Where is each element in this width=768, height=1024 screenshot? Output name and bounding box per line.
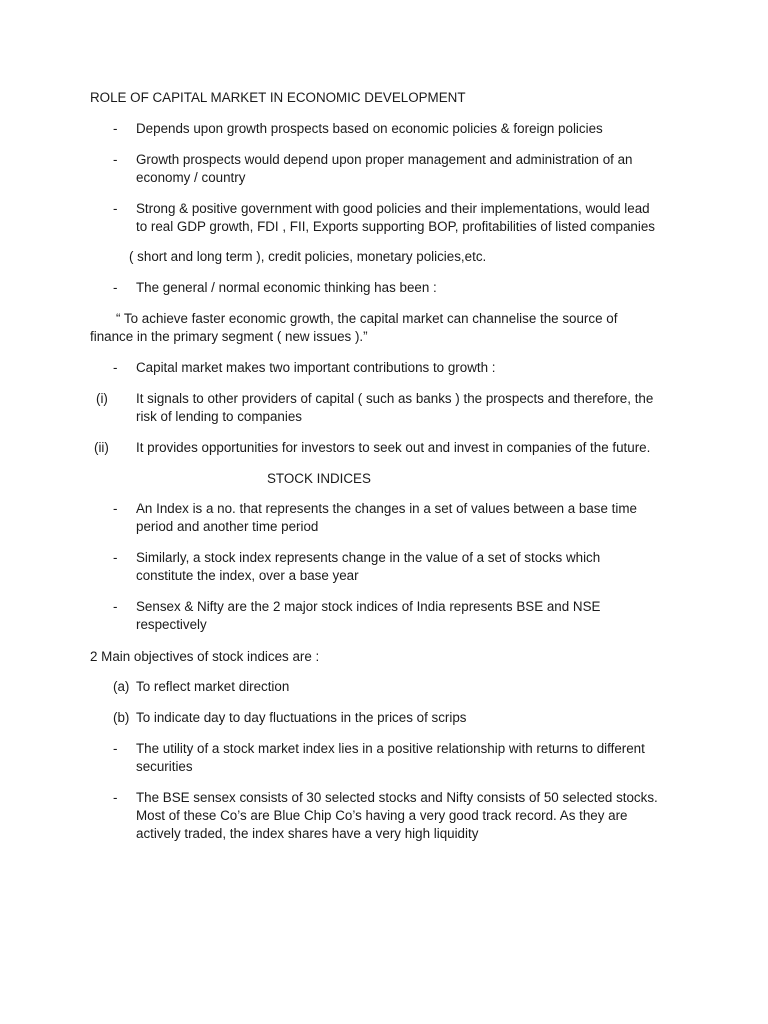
item-text: Depends upon growth prospects based on economic policies & foreign policies [136,121,603,136]
item-text: To reflect market direction [136,679,290,694]
item-line: economy / country [136,170,246,185]
quote-line: finance in the primary segment ( new issues ).” [90,329,368,344]
dash-marker: - [113,152,118,167]
item-line: Most of these Co’s are Blue Chip Co’s having a very good track record. As they are [136,808,628,823]
dash-marker: - [113,201,118,216]
dash-marker: - [113,280,118,295]
dash-marker: - [113,741,118,756]
item-line: respectively [136,617,207,632]
paragraph-text: 2 Main objectives of stock indices are : [90,649,320,664]
item-line: Growth prospects would depend upon proper management and administration of an [136,152,633,167]
roman-marker: (ii) [94,440,109,455]
item-line: constitute the index, over a base year [136,568,359,583]
dash-marker: - [113,599,118,614]
item-text: Capital market makes two important contributions to growth : [136,360,496,375]
continuation-text: ( short and long term ), credit policies, monetary policies,etc. [129,249,487,264]
item-text [136,789,686,843]
dash-marker: - [113,501,118,516]
item-text: It provides opportunities for investors to seek out and invest in companies of the future. [136,440,651,455]
page-title: ROLE OF CAPITAL MARKET IN ECONOMIC DEVELOPMENT [90,90,466,105]
quote-line: “ To achieve faster economic growth, the capital market can channelise the source of [116,311,618,326]
item-line: The BSE sensex consists of 30 selected stocks and Nifty consists of 50 selected stocks. [136,790,658,805]
item-text [136,151,686,187]
dash-marker: - [113,550,118,565]
item-text: To indicate day to day fluctuations in the prices of scrips [136,710,467,725]
item-line: The utility of a stock market index lies in a positive relationship with returns to different [136,741,645,756]
item-line: Sensex & Nifty are the 2 major stock indices of India represents BSE and NSE [136,599,601,614]
dash-marker: - [113,790,118,805]
item-text [136,740,686,776]
item-text [136,500,686,536]
item-line: Strong & positive government with good policies and their implementations, would lead [136,201,650,216]
roman-marker: (i) [96,391,108,406]
item-text [136,598,686,634]
item-line: risk of lending to companies [136,409,302,424]
dash-marker: - [113,360,118,375]
item-text [136,549,686,585]
section-heading: STOCK INDICES [267,471,371,486]
item-text: The general / normal economic thinking has been : [136,280,437,295]
item-line: period and another time period [136,519,319,534]
item-line: Similarly, a stock index represents change in the value of a set of stocks which [136,550,601,565]
item-line: actively traded, the index shares have a very high liquidity [136,826,479,841]
item-line: securities [136,759,193,774]
letter-marker: (a) [113,679,130,694]
item-text [136,390,686,426]
item-line: It signals to other providers of capital ( such as banks ) the prospects and therefore, the [136,391,654,406]
dash-marker: - [113,121,118,136]
letter-marker: (b) [113,710,130,725]
item-line: An Index is a no. that represents the changes in a set of values between a base time [136,501,637,516]
item-line: to real GDP growth, FDI , FII, Exports supporting BOP, profitabilities of listed companies [136,219,655,234]
item-text [136,200,686,236]
